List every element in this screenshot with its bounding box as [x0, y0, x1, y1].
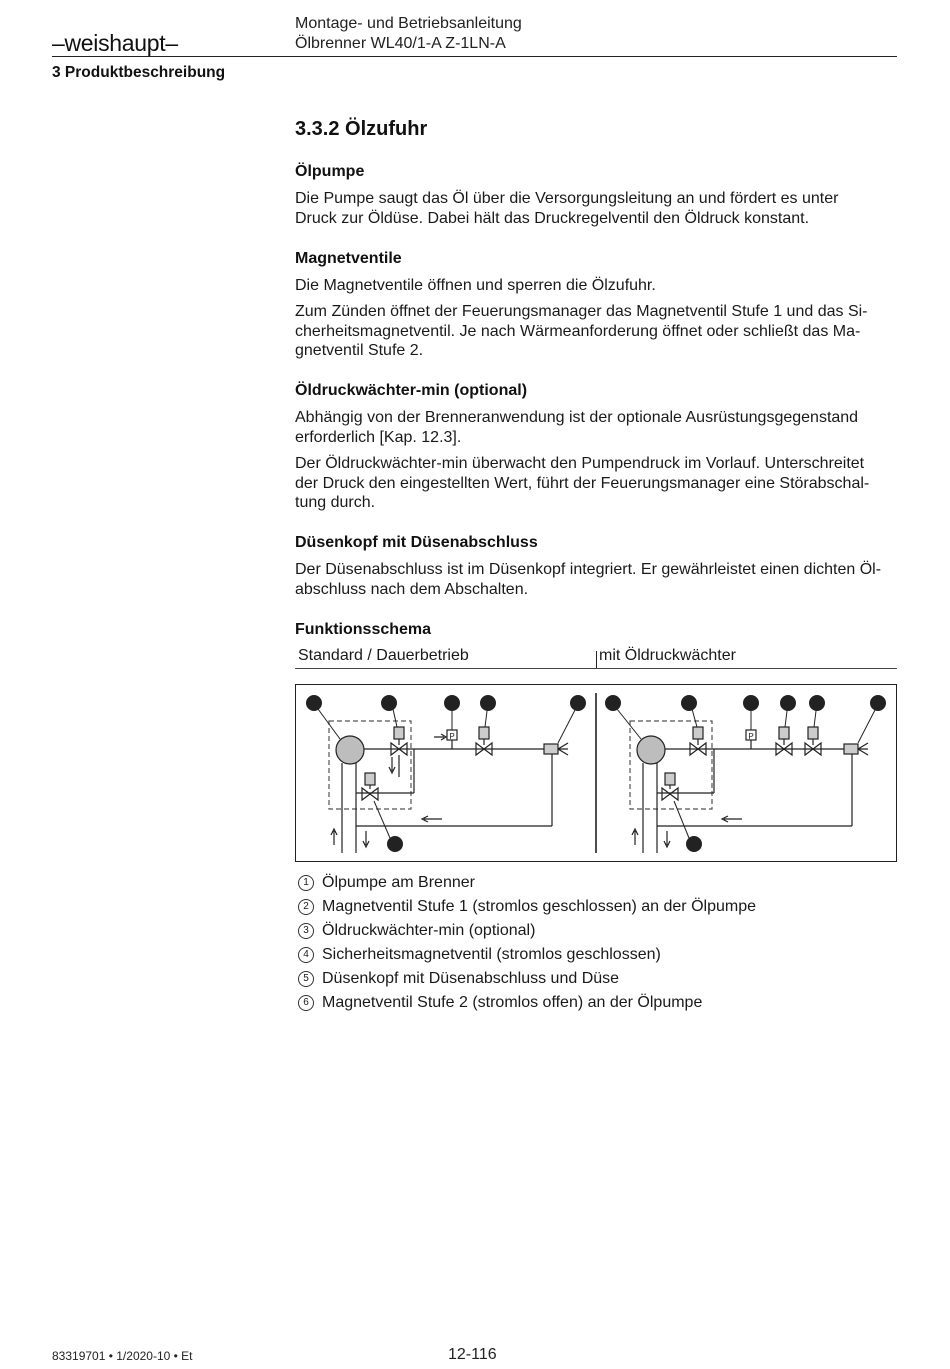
flow-arrow-up-icon: [331, 829, 337, 845]
solenoid-coil-icon: [394, 727, 404, 739]
callout-1-leader: [617, 709, 641, 739]
pressure-symbol: P: [748, 732, 754, 741]
function-schema-svg: [296, 685, 896, 861]
header-divider: [52, 56, 897, 57]
pressure-symbol: P: [449, 732, 455, 741]
chapter-title: 3 Produktbeschreibung: [52, 64, 226, 81]
callout-2-label: 2: [685, 698, 693, 710]
callout-5-label: 5: [574, 698, 582, 710]
callout-4a-leader: [785, 711, 787, 727]
callout-4a-label: 4: [784, 698, 792, 710]
schema-column-separator: [596, 651, 597, 669]
legend-number: 2: [298, 899, 314, 915]
callout-6-label: 6: [391, 839, 399, 851]
legend-number: 5: [298, 971, 314, 987]
schema-right-panel: [606, 696, 886, 854]
solenoid-valve-stage2-icon: [662, 788, 678, 800]
callout-1-label: 1: [609, 698, 617, 710]
legend-text: Magnetventil Stufe 2 (stromlos offen) an der Ölpumpe: [322, 994, 703, 1011]
solenoid-coil-icon: [808, 727, 818, 739]
solenoid-coil-icon: [479, 727, 489, 739]
legend-text: Öldruckwächter-min (optional): [322, 922, 536, 939]
callout-1-label: 1: [310, 698, 318, 710]
schema-heading: Funktionsschema: [295, 621, 432, 638]
callout-3-label: 3: [448, 698, 456, 710]
legend-item: [298, 970, 619, 988]
callout-2-leader: [393, 709, 397, 727]
callout-1-leader: [318, 709, 340, 739]
callout-6-label: 6: [690, 839, 698, 851]
callout-3-label: 3: [747, 698, 755, 710]
paragraph-magnetventile-1: Die Magnetventile öffnen und sperren die Ölzufuhr.: [295, 277, 656, 294]
paragraph-oelpumpe: Die Pumpe saugt das Öl über die Versorgungsleitung an und fördert es unter Druck zur Öldüse. Dabei hält das Druckregelventil den Öldruck konstant.: [295, 190, 839, 227]
oil-pump-icon: [336, 736, 364, 764]
paragraph-oeldruckwaechter-1: Abhängig von der Brenneranwendung ist der optionale Ausrüstungsgegenstand erforderlich [Kap. 12.3].: [295, 409, 859, 446]
legend-number: 6: [298, 995, 314, 1011]
flow-arrow-left-icon: [422, 816, 442, 822]
legend-number: 3: [298, 923, 314, 939]
legend-item: [298, 922, 535, 940]
legend-number: 1: [298, 875, 314, 891]
callout-5-label: 5: [874, 698, 882, 710]
footer-page-number: 12-116: [448, 1346, 497, 1363]
subsection-heading-magnetventile: Magnetventile: [295, 250, 402, 267]
function-schema-diagram: [295, 684, 897, 862]
paragraph-duesenkopf: Der Düsenabschluss ist im Düsenkopf integriert. Er gewährleistet einen dichten Öl- abschluss nach dem Abschalten.: [295, 561, 882, 598]
callout-6-leader: [674, 801, 689, 838]
flow-arrow-down-icon: [389, 757, 395, 773]
solenoid-valve-stage2-icon: [362, 788, 378, 800]
subsection-heading-duesenkopf: Düsenkopf mit Düsenabschluss: [295, 534, 538, 551]
solenoid-coil-icon: [779, 727, 789, 739]
nozzle-head-icon: [844, 744, 858, 754]
callout-4-label: 4: [484, 698, 492, 710]
flow-arrow-down-icon: [363, 831, 369, 847]
callout-5-leader: [558, 710, 575, 743]
header-product: Ölbrenner WL40/1-A Z-1LN-A: [295, 35, 506, 52]
flow-arrow-down-icon: [664, 831, 670, 847]
callout-6-leader: [374, 801, 390, 838]
schema-left-panel: [307, 696, 586, 854]
legend-text: Düsenkopf mit Düsenabschluss und Düse: [322, 970, 620, 987]
callout-4-leader: [485, 711, 487, 727]
solenoid-coil-icon: [365, 773, 375, 785]
nozzle-spray-icon: [858, 743, 868, 755]
paragraph-magnetventile-2: Zum Zünden öffnet der Feuerungsmanager das Magnetventil Stufe 1 und das Si- cherheitsmagnetventil. Je nach Wärmeanforderung öffnet oder schließt das Ma- gnetventil Stufe 2.: [295, 303, 868, 359]
subsection-heading-oeldruckwaechter: Öldruckwächter-min (optional): [295, 382, 528, 399]
header-doc-type: Montage- und Betriebsanleitung: [295, 15, 522, 32]
legend-text: Magnetventil Stufe 1 (stromlos geschlossen) an der Ölpumpe: [322, 898, 756, 915]
section-title: 3.3.2 Ölzufuhr: [295, 118, 428, 140]
legend-item: [298, 898, 756, 916]
footer-doc-number: 83319701 • 1/2020-10 • Et: [52, 1349, 193, 1363]
nozzle-head-icon: [544, 744, 558, 754]
legend-item: [298, 994, 702, 1012]
legend-number: 4: [298, 947, 314, 963]
schema-column-oeldruck: mit Öldruckwächter: [599, 647, 736, 664]
legend-text: Sicherheitsmagnetventil (stromlos geschlossen): [322, 946, 661, 963]
callout-2-leader: [692, 709, 697, 727]
solenoid-coil-icon: [665, 773, 675, 785]
weishaupt-logo: –weishaupt–: [52, 30, 178, 56]
callout-4b-label: 4: [813, 698, 821, 710]
legend-text: Ölpumpe am Brenner: [322, 874, 475, 891]
flow-arrow-up-icon: [632, 829, 638, 845]
schema-column-standard: Standard / Dauerbetrieb: [298, 647, 469, 664]
legend-item: [298, 874, 475, 892]
flow-arrow-left-icon: [722, 816, 742, 822]
legend-item: [298, 946, 661, 964]
paragraph-oeldruckwaechter-2: Der Öldruckwächter-min überwacht den Pumpendruck im Vorlauf. Unterschreitet der Druck den eingestellten Wert, führt der Feuerungsmanager eine Störabschal- tung durch.: [295, 455, 870, 511]
flow-arrow-right-icon: [434, 734, 446, 740]
callout-2-label: 2: [385, 698, 393, 710]
subsection-heading-oelpumpe: Ölpumpe: [295, 163, 365, 180]
oil-pump-icon: [637, 736, 665, 764]
schema-header-rule: [295, 668, 897, 669]
nozzle-spray-icon: [558, 743, 568, 755]
callout-4b-leader: [814, 711, 816, 727]
solenoid-coil-icon: [693, 727, 703, 739]
callout-5-leader: [858, 710, 875, 743]
